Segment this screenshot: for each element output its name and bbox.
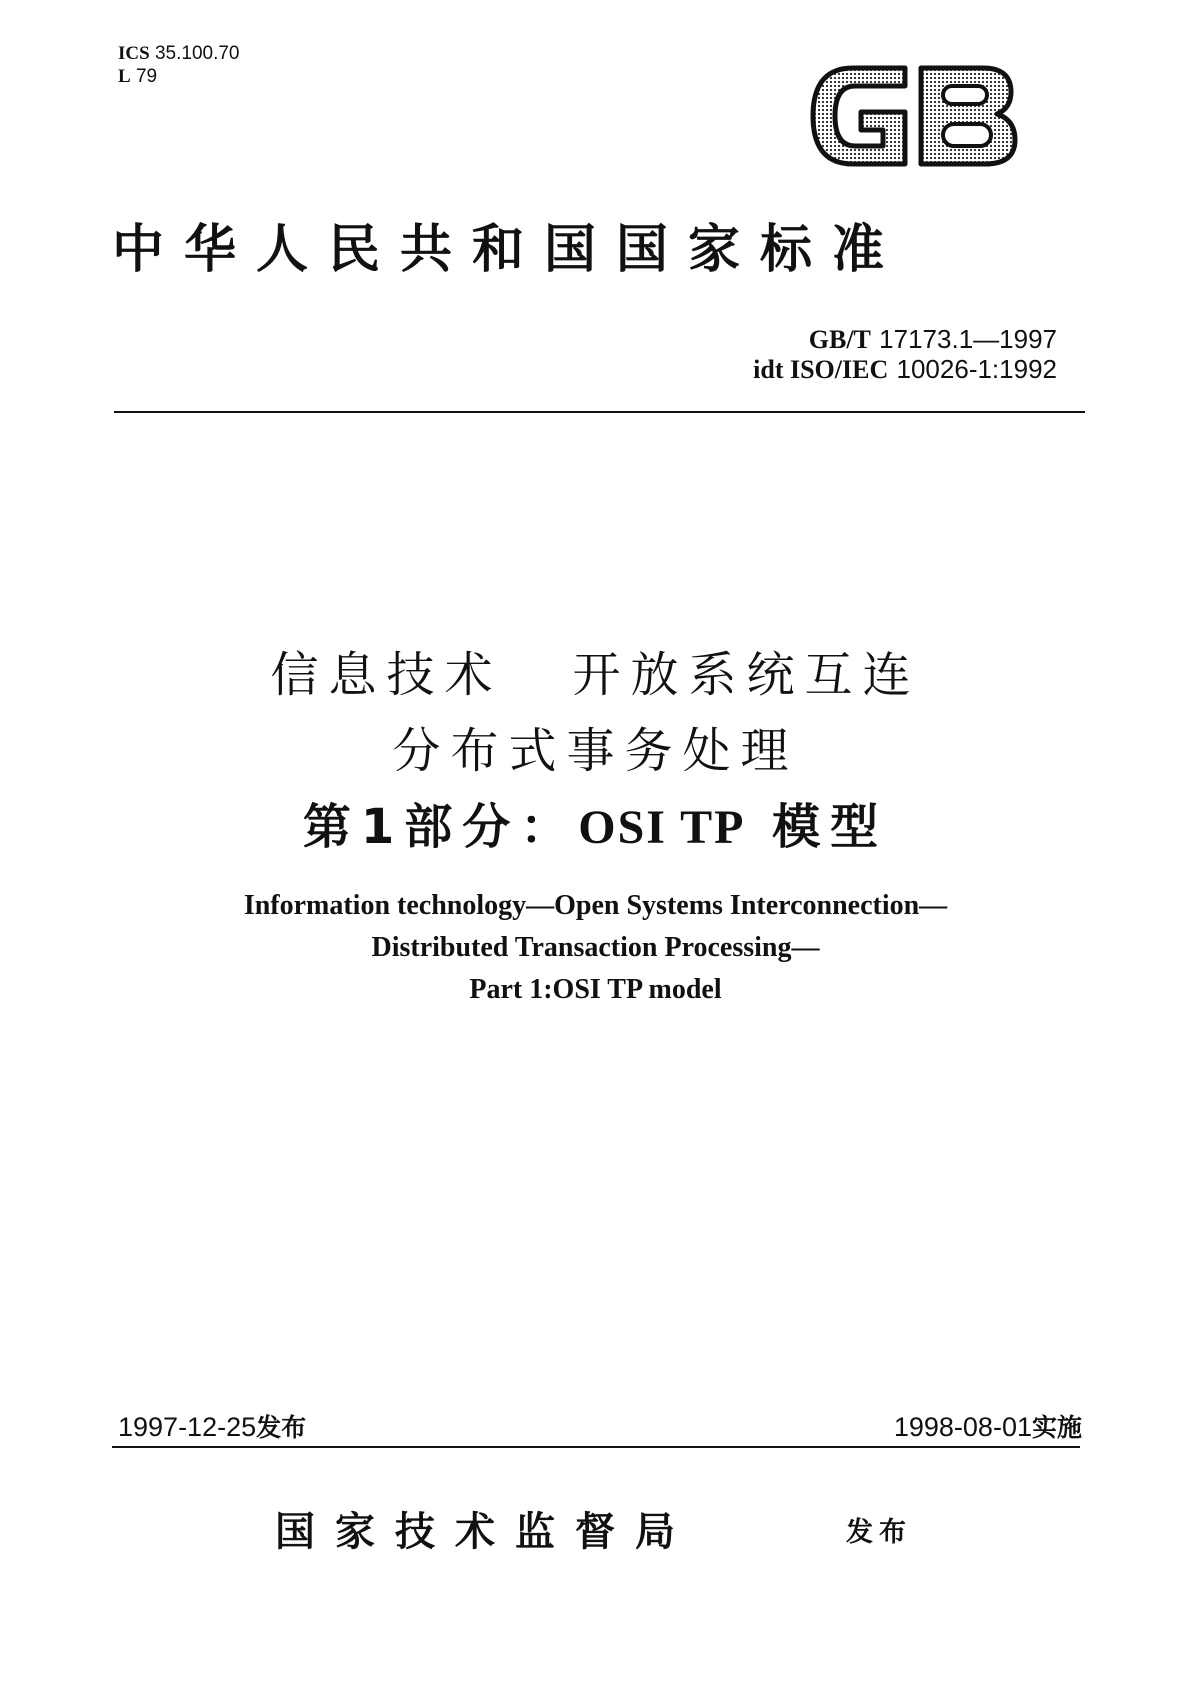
ics-label: ICS <box>118 43 150 64</box>
gb-logo <box>805 60 1020 172</box>
standard-number: GB/T 17173.1—1997 <box>808 324 1057 354</box>
cn-title-line-1: 信息技术 开放系统互连 <box>270 647 921 703</box>
publisher-action: 发布 <box>846 1517 912 1548</box>
l-code: 79 <box>135 66 158 87</box>
publisher-name: 国家技术监督局 <box>275 1508 695 1555</box>
cn-title-line-3: 第1部分：OSI TP 模型 <box>302 799 889 855</box>
classification-codes <box>118 42 240 88</box>
en-title-line-1: Information technology—Open Systems Interconnection— <box>243 890 948 921</box>
standard-number-block <box>753 325 1057 385</box>
national-standard-title: 中华人民共和国国家标准 <box>112 219 905 280</box>
ics-code: 35.100.70 <box>154 43 240 64</box>
l-line <box>118 65 240 88</box>
en-title-line-2: Distributed Transaction Processing— <box>371 932 820 963</box>
effective-date: 1998-08-01实施 <box>893 1412 1082 1442</box>
idt-number: idt ISO/IEC 10026-1:1992 <box>753 354 1057 384</box>
issue-date: 1997-12-25发布 <box>118 1412 307 1442</box>
l-label: L <box>118 66 131 87</box>
cn-title-line-2: 分布式事务处理 <box>392 723 799 779</box>
bottom-divider <box>112 1446 1080 1448</box>
ics-line <box>118 42 240 65</box>
en-title-line-3: Part 1:OSI TP model <box>469 974 722 1005</box>
top-divider <box>114 411 1085 413</box>
